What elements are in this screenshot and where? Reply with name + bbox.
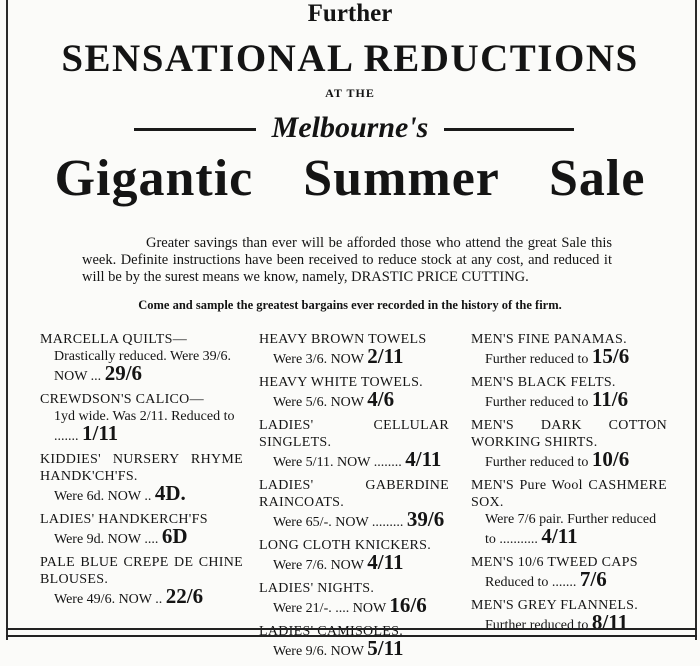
item-desc-text: Were 3/6. NOW (273, 352, 364, 367)
item-price: 15/6 (591, 344, 630, 368)
item-description (471, 447, 667, 471)
item-desc-text: Were 9/6. NOW (273, 644, 364, 659)
item-desc-text: Were 21/-. .... NOW (273, 601, 386, 616)
item-desc-text: Were 9d. NOW .... (54, 532, 159, 547)
item-title: HEAVY BROWN TOWELS (259, 332, 427, 347)
come-and-sample-line: Come and sample the greatest bargains ever recorded in the history of the firm. (138, 298, 562, 312)
item-desc-text: Were 7/6 pair. Further reduced to ........... (485, 512, 657, 547)
item-title: KIDDIES' NURSERY RHYME HANDK'CH'FS. (40, 452, 243, 484)
item-description (471, 344, 667, 368)
item-title: MEN'S Pure Wool CASHMERE SOX. (471, 478, 667, 510)
item-title: CREWDSON'S CALICO— (40, 392, 204, 407)
item-desc-text: Further reduced to (485, 352, 589, 367)
item-price: 22/6 (165, 584, 204, 608)
list-item (259, 580, 449, 617)
item-desc-text: Were 5/11. NOW ........ (273, 455, 402, 470)
item-price: 16/6 (389, 593, 427, 617)
item-price: 11/6 (591, 387, 629, 411)
item-desc-text: Were 65/-. NOW ......... (273, 515, 404, 530)
bottom-border-rule (6, 628, 697, 637)
item-desc-text: Were 6d. NOW .. (54, 489, 152, 504)
item-title: LADIES' GABERDINE RAINCOATS. (259, 478, 449, 510)
item-price: 10/6 (591, 447, 630, 471)
item-description (259, 447, 449, 471)
list-item (40, 451, 243, 505)
item-price: 1/11 (82, 421, 119, 445)
item-price: 4D. (154, 481, 186, 505)
item-description (259, 593, 449, 617)
item-description (40, 481, 243, 505)
item-desc-text: Further reduced to (485, 455, 589, 470)
item-title: PALE BLUE CREPE DE CHINE BLOUSES. (40, 555, 243, 587)
item-price: 29/6 (104, 361, 143, 385)
column-3 (471, 331, 667, 640)
item-title: MEN'S GREY FLANNELS. (471, 598, 639, 613)
store-name-right-rule (444, 128, 574, 131)
headline-sensational-reductions: SENSATIONAL REDUCTIONS (61, 37, 639, 80)
item-desc-text: Drastically reduced. Were 39/6. NOW ... (54, 349, 232, 384)
item-description (471, 387, 667, 411)
item-description (471, 567, 667, 591)
store-name-row (134, 110, 574, 146)
item-desc-text: Were 5/6. NOW (273, 395, 364, 410)
list-item (259, 477, 449, 531)
list-item (259, 537, 449, 574)
item-desc-text: 1yd wide. Was 2/11. Reduced to ....... (54, 409, 235, 444)
list-item (40, 554, 243, 608)
item-price: 4/11 (367, 550, 404, 574)
item-description (259, 387, 449, 411)
item-description (471, 511, 667, 548)
item-price: 7/6 (579, 567, 607, 591)
item-description (40, 348, 243, 385)
item-price: 6D (161, 524, 188, 548)
item-price: 5/11 (367, 636, 404, 660)
item-price: 8/11 (591, 610, 629, 634)
item-title: LADIES' HANDKERCH'FS (40, 512, 208, 527)
list-item (40, 391, 243, 445)
list-item (471, 331, 667, 368)
item-description (259, 507, 449, 531)
item-price: 39/6 (406, 507, 445, 531)
list-item (40, 331, 243, 385)
headline-sale: Gigantic Summer Sale (54, 150, 646, 207)
item-title: MEN'S FINE PANAMAS. (471, 332, 627, 347)
list-item (471, 417, 667, 471)
item-desc-text: Were 49/6. NOW .. (54, 592, 163, 607)
list-item (259, 417, 449, 471)
item-desc-text: Further reduced to (485, 395, 589, 410)
item-desc-text: Were 7/6. NOW (273, 558, 364, 573)
item-description (259, 550, 449, 574)
item-price: 4/11 (541, 524, 578, 548)
item-price: 4/6 (367, 387, 395, 411)
list-item (259, 331, 449, 368)
column-1 (40, 331, 243, 614)
list-item (259, 374, 449, 411)
item-description (259, 636, 449, 660)
store-name-left-rule (134, 128, 256, 131)
item-price: 4/11 (405, 447, 442, 471)
item-description (40, 408, 243, 445)
item-title: LADIES' CELLULAR SINGLETS. (259, 418, 449, 450)
list-item (40, 511, 243, 548)
item-title: MEN'S BLACK FELTS. (471, 375, 616, 390)
item-title: MARCELLA QUILTS— (40, 332, 188, 347)
item-description (259, 344, 449, 368)
list-item (471, 554, 667, 591)
item-title: LADIES' CAMISOLES. (259, 624, 404, 639)
list-item (471, 477, 667, 548)
item-desc-text: Further reduced to (485, 618, 589, 633)
store-name: Melbourne's (271, 111, 429, 144)
item-description (40, 524, 243, 548)
item-description (40, 584, 243, 608)
item-desc-text: Reduced to ....... (485, 575, 577, 590)
item-title: MEN'S DARK COTTON WORKING SHIRTS. (471, 418, 667, 450)
headline-further: Further (307, 0, 393, 27)
item-title: LONG CLOTH KNICKERS. (259, 538, 432, 553)
item-title: LADIES' NIGHTS. (259, 581, 375, 596)
item-title: MEN'S 10/6 TWEED CAPS (471, 555, 638, 570)
list-item (471, 374, 667, 411)
headline-at-the: AT THE (325, 86, 375, 100)
item-title: HEAVY WHITE TOWELS. (259, 375, 423, 390)
column-2 (259, 331, 449, 666)
intro-paragraph: Greater savings than ever will be afforded those who attend the great Sale this week. Definite instructions have been received to reduce stock at any cost, and reduced it will be by the surest means we know, namely, DRASTIC PRICE CUTTING. (82, 234, 612, 285)
item-price: 2/11 (367, 344, 404, 368)
